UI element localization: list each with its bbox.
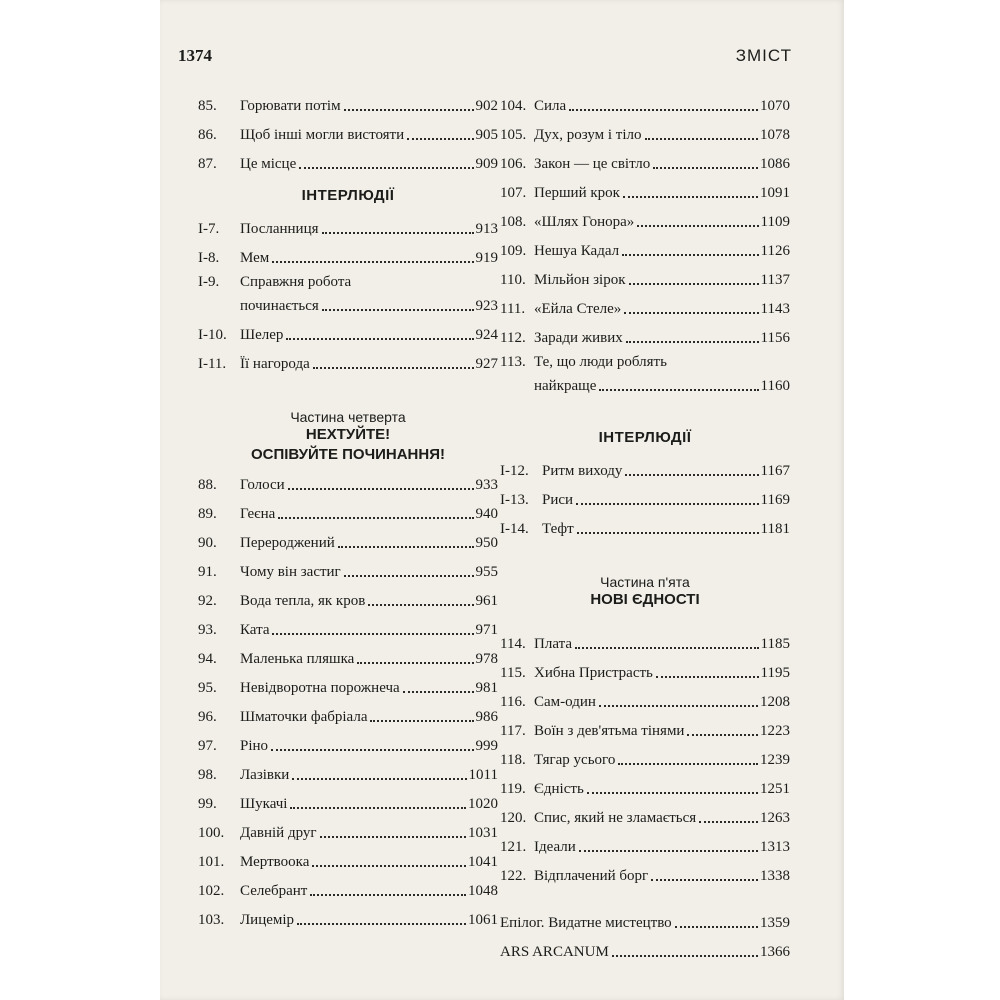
entry-number: 113. [500, 354, 526, 370]
entry-title: Плата [534, 636, 572, 652]
entry-page: 971 [475, 622, 498, 638]
entry-page: 1181 [760, 521, 790, 537]
page-number: 1374 [178, 46, 212, 65]
entry-title: Вода тепла, як кров [240, 593, 366, 609]
entry-number: 97. [198, 738, 217, 754]
entry-page: 981 [475, 680, 498, 696]
entry-number: 109. [500, 243, 527, 259]
entry-page: 1239 [760, 752, 790, 768]
toc-entry [198, 668, 498, 697]
entry-title: Шелер [240, 327, 284, 343]
toc-entry [500, 231, 790, 260]
entry-page: 1263 [760, 810, 790, 826]
entry-title: Спис, який не зламається [534, 810, 697, 826]
entry-page: 909 [475, 156, 498, 172]
toc-list-chapters [198, 465, 498, 929]
entry-page: 999 [475, 738, 498, 754]
entry-page: 919 [475, 250, 498, 266]
toc-entry [198, 900, 498, 929]
leader-dots [320, 836, 466, 838]
entry-title: Ритм виходу [542, 463, 623, 479]
toc-entry [500, 769, 790, 798]
part-title-line2: ОСПІВУЙТЕ ПОЧИНАННЯ! [250, 446, 446, 463]
leader-dots [271, 749, 473, 751]
entry-title: Голоси [240, 477, 285, 493]
leader-dots [313, 367, 474, 369]
toc-entry [198, 115, 498, 144]
entry-number: 87. [198, 156, 217, 172]
entry-number: 115. [500, 665, 526, 681]
entry-title: Дух, розум і тіло [534, 127, 642, 143]
entry-number: I-7. [198, 221, 220, 237]
entry-line [198, 291, 498, 315]
entry-title: Єдність [534, 781, 584, 797]
toc-entry [500, 144, 790, 173]
toc-entry [500, 86, 790, 115]
entry-title: Невідворотна порожнеча [240, 680, 400, 696]
entry-number: 118. [500, 752, 526, 768]
entry-number: 107. [500, 185, 527, 201]
entry-number: I-10. [198, 327, 227, 343]
entry-page: 961 [475, 593, 498, 609]
entry-page: 940 [475, 506, 498, 522]
toc-entry [198, 871, 498, 900]
entry-page: 1041 [468, 854, 498, 870]
entry-page: 1109 [760, 214, 790, 230]
entry-number: 117. [500, 723, 526, 739]
toc-entry [500, 682, 790, 711]
entry-title: Мертвоока [240, 854, 310, 870]
entry-page: 1313 [760, 839, 790, 855]
entry-title: Це місце [240, 156, 297, 172]
entry-title: Мільйон зірок [534, 272, 626, 288]
toc-entry [500, 624, 790, 653]
entry-page: 923 [475, 298, 498, 314]
leader-dots [651, 879, 758, 881]
toc-entry [198, 784, 498, 813]
toc-entry [198, 238, 498, 267]
entry-number: 114. [500, 636, 526, 652]
leader-dots [576, 503, 758, 505]
leader-dots [618, 763, 758, 765]
entry-number: 102. [198, 883, 225, 899]
entry-number: I-9. [198, 274, 220, 290]
entry-title: Лазівки [240, 767, 290, 783]
toc-entry [500, 509, 790, 538]
leader-dots [577, 532, 759, 534]
leader-dots [286, 338, 473, 340]
entry-title: Відплачений борг [534, 868, 649, 884]
running-title: ЗМІСТ [735, 46, 792, 65]
entry-page: 1070 [760, 98, 790, 114]
leader-dots [637, 225, 758, 227]
toc-list-top [198, 86, 498, 173]
entry-number: 89. [198, 506, 217, 522]
entry-title: Епілог. Видатне мистецтво [500, 915, 672, 931]
entry-title: Тефт [542, 521, 574, 537]
toc-entry-ars-arcanum [500, 932, 790, 961]
toc-entry [198, 344, 498, 373]
toc-entry [198, 552, 498, 581]
leader-dots [290, 807, 466, 809]
entry-number: 108. [500, 214, 527, 230]
toc-entry [198, 610, 498, 639]
entry-title: Риси [542, 492, 574, 508]
leader-dots [272, 633, 473, 635]
toc-entry [198, 465, 498, 494]
entry-page: 1011 [468, 767, 498, 783]
entry-title: Шукачі [240, 796, 288, 812]
entry-title-cont: найкраще [534, 378, 597, 394]
leader-dots [322, 309, 474, 311]
entry-number: 94. [198, 651, 217, 667]
entry-title: Сам-один [534, 694, 596, 710]
entry-title-cont: починається [240, 298, 319, 314]
leader-dots [344, 575, 474, 577]
entry-line [500, 371, 790, 395]
toc-entry [500, 653, 790, 682]
toc-entry [500, 347, 790, 395]
entry-title: Перший крок [534, 185, 620, 201]
entry-page: 950 [475, 535, 498, 551]
toc-entry [198, 494, 498, 523]
toc-entry [500, 451, 790, 480]
entry-title: Давній друг [240, 825, 317, 841]
entry-title: Перероджений [240, 535, 335, 551]
leader-dots [623, 196, 758, 198]
entry-number: I-14. [500, 521, 529, 537]
entry-title: Селебрант [240, 883, 308, 899]
toc-entry [500, 827, 790, 856]
toc-entry [500, 740, 790, 769]
entry-page: 933 [475, 477, 498, 493]
toc-list-top [500, 86, 790, 395]
entry-number: 92. [198, 593, 217, 609]
leader-dots [622, 254, 758, 256]
entry-title: Її нагорода [240, 356, 310, 372]
entry-number: 98. [198, 767, 217, 783]
entry-page: 927 [475, 356, 498, 372]
entry-page: 913 [475, 221, 498, 237]
entry-page: 1031 [468, 825, 498, 841]
toc-entry [198, 581, 498, 610]
toc-entry [500, 480, 790, 509]
entry-title: Закон — це світло [534, 156, 651, 172]
leader-dots [624, 312, 758, 314]
leader-dots [653, 167, 758, 169]
entry-page: 1078 [760, 127, 790, 143]
leader-dots [599, 389, 758, 391]
toc-right-column [500, 86, 790, 961]
entry-title: Посланниця [240, 221, 319, 237]
leader-dots [292, 778, 466, 780]
toc-list-interludes [198, 209, 498, 373]
leader-dots [629, 283, 759, 285]
toc-entry [198, 86, 498, 115]
leader-dots [569, 109, 758, 111]
entry-number: 99. [198, 796, 217, 812]
entry-page: 1208 [760, 694, 790, 710]
toc-entry [198, 523, 498, 552]
entry-number: 101. [198, 854, 225, 870]
entry-page: 1169 [760, 492, 790, 508]
entry-number: 96. [198, 709, 217, 725]
entry-title: Горювати потім [240, 98, 341, 114]
entry-title: Маленька пляшка [240, 651, 355, 667]
entry-number: 121. [500, 839, 527, 855]
toc-entry [500, 798, 790, 827]
entry-title: Нешуа Кадал [534, 243, 620, 259]
entry-title: Мем [240, 250, 270, 266]
leader-dots [357, 662, 473, 664]
entry-number: 116. [500, 694, 526, 710]
part-label: Частина п'ята [600, 574, 690, 590]
entry-number: 86. [198, 127, 217, 143]
leader-dots [278, 517, 473, 519]
leader-dots [370, 720, 473, 722]
entry-page: 1338 [760, 868, 790, 884]
part-title: НОВІ ЄДНОСТІ [590, 591, 700, 608]
leader-dots [625, 474, 758, 476]
interludes-heading: ІНТЕРЛЮДІЇ [598, 429, 692, 446]
entry-number: 104. [500, 98, 527, 114]
leader-dots [299, 167, 473, 169]
toc-entry [500, 260, 790, 289]
entry-number: 122. [500, 868, 527, 884]
toc-left-column [198, 86, 498, 929]
book-page [160, 0, 844, 1000]
entry-number: 93. [198, 622, 217, 638]
page-header [160, 46, 844, 72]
entry-title: ARS ARCANUM [500, 944, 609, 960]
entry-page: 902 [475, 98, 498, 114]
entry-page: 1091 [760, 185, 790, 201]
toc-entry [198, 813, 498, 842]
entry-title: Сила [534, 98, 567, 114]
entry-title: Щоб інші могли вистояти [240, 127, 405, 143]
leader-dots [626, 341, 759, 343]
entry-title: Лицемір [240, 912, 295, 928]
entry-number: I-11. [198, 356, 227, 372]
toc-entry [198, 842, 498, 871]
entry-page: 1167 [760, 463, 790, 479]
entry-number: 106. [500, 156, 527, 172]
entry-page: 1137 [760, 272, 790, 288]
entry-number: 91. [198, 564, 217, 580]
entry-page: 1126 [760, 243, 790, 259]
entry-number: 100. [198, 825, 225, 841]
entry-title: Воїн з дев'ятьма тінями [534, 723, 685, 739]
leader-dots [310, 894, 466, 896]
leader-dots [575, 647, 759, 649]
toc-entry [198, 755, 498, 784]
entry-title: Ріно [240, 738, 269, 754]
entry-page: 1359 [760, 915, 790, 931]
entry-title: Ката [240, 622, 270, 638]
toc-entry [500, 318, 790, 347]
entry-number: 88. [198, 477, 217, 493]
entry-number: I-8. [198, 250, 220, 266]
interludes-heading: ІНТЕРЛЮДІЇ [301, 187, 395, 204]
part-title-line1: НЕХТУЙТЕ! [305, 426, 391, 443]
leader-dots [338, 546, 474, 548]
part-label: Частина четверта [290, 409, 406, 425]
leader-dots [288, 488, 474, 490]
leader-dots [272, 261, 473, 263]
entry-title: Чому він застиг [240, 564, 341, 580]
entry-title: Справжня робота [240, 274, 352, 290]
leader-dots [699, 821, 758, 823]
entry-title: Ідеали [534, 839, 576, 855]
entry-page: 1160 [760, 378, 790, 394]
entry-page: 905 [475, 127, 498, 143]
entry-title: Заради живих [534, 330, 623, 346]
entry-title: Хибна Пристрасть [534, 665, 653, 681]
toc-list-interludes [500, 451, 790, 538]
entry-title: Шматочки фабріала [240, 709, 368, 725]
leader-dots [407, 138, 473, 140]
toc-entry [198, 144, 498, 173]
entry-number: 110. [500, 272, 526, 288]
leader-dots [368, 604, 473, 606]
entry-number: 120. [500, 810, 527, 826]
entry-page: 1061 [468, 912, 498, 928]
entry-number: 103. [198, 912, 225, 928]
entry-page: 1223 [760, 723, 790, 739]
toc-entry [198, 209, 498, 238]
entry-number: 90. [198, 535, 217, 551]
toc-entry [500, 856, 790, 885]
leader-dots [599, 705, 758, 707]
entry-page: 1366 [760, 944, 790, 960]
entry-page: 1195 [760, 665, 790, 681]
entry-title: Те, що люди роблять [534, 354, 667, 370]
entry-page: 1251 [760, 781, 790, 797]
toc-entry [198, 697, 498, 726]
entry-number: 95. [198, 680, 217, 696]
entry-title: Тягар усього [534, 752, 616, 768]
toc-entry [500, 115, 790, 144]
toc-entry [500, 173, 790, 202]
toc-entry [500, 202, 790, 231]
leader-dots [312, 865, 466, 867]
entry-title: «Шлях Гонора» [534, 214, 635, 230]
entry-page: 978 [475, 651, 498, 667]
leader-dots [645, 138, 758, 140]
leader-dots [579, 850, 758, 852]
entry-number: 119. [500, 781, 526, 797]
entry-page: 924 [475, 327, 498, 343]
leader-dots [656, 676, 759, 678]
leader-dots [587, 792, 758, 794]
toc-entry [198, 726, 498, 755]
entry-title: Геєна [240, 506, 276, 522]
entry-page: 1086 [760, 156, 790, 172]
toc-entry [500, 711, 790, 740]
toc-list-chapters [500, 624, 790, 885]
toc-entry [198, 315, 498, 344]
entry-page: 1143 [760, 301, 790, 317]
entry-number: 105. [500, 127, 527, 143]
toc-entry-epilogue [500, 903, 790, 932]
entry-number: I-13. [500, 492, 529, 508]
entry-page: 955 [475, 564, 498, 580]
leader-dots [687, 734, 758, 736]
leader-dots [403, 691, 474, 693]
entry-number: 111. [500, 301, 526, 317]
toc-entry [500, 289, 790, 318]
toc-entry [198, 639, 498, 668]
entry-number: I-12. [500, 463, 529, 479]
entry-line [500, 347, 790, 371]
entry-line [198, 267, 498, 291]
entry-page: 986 [475, 709, 498, 725]
leader-dots [344, 109, 474, 111]
entry-page: 1020 [468, 796, 498, 812]
leader-dots [612, 955, 758, 957]
leader-dots [675, 926, 758, 928]
entry-title: «Ейла Стеле» [534, 301, 622, 317]
leader-dots [297, 923, 466, 925]
toc-entry [198, 267, 498, 315]
entry-page: 1156 [760, 330, 790, 346]
leader-dots [322, 232, 474, 234]
entry-page: 1185 [760, 636, 790, 652]
entry-page: 1048 [468, 883, 498, 899]
entry-number: 112. [500, 330, 526, 346]
entry-number: 85. [198, 98, 217, 114]
